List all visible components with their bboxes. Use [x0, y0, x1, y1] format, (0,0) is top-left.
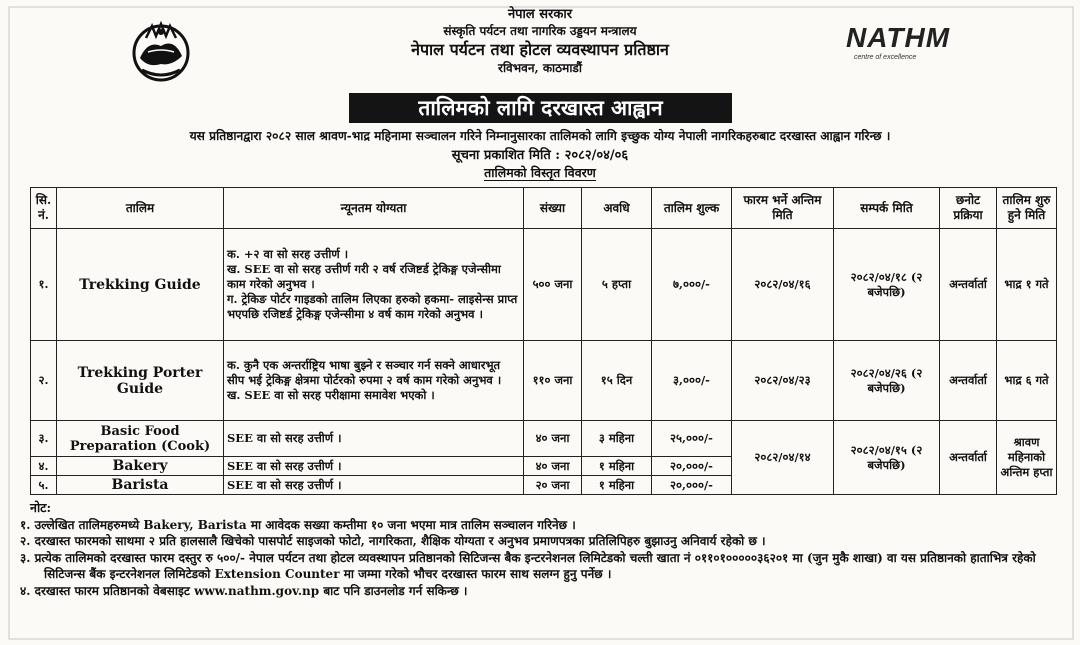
row-start: भाद्र ६ गते	[997, 341, 1057, 421]
header-deadline: फारम भर्ने अन्तिम मिति	[732, 188, 834, 229]
header-sn: सि. नं.	[31, 188, 57, 229]
note-item: ३. प्रत्येक तालिमको दरखास्त फारम दस्तुर रु ५००/- नेपाल पर्यटन तथा होटल व्यवस्थापन प्रतिष्ठानको सिटिजन्स बैक इन्टरनेशनल लिमिटेडको चल्ती खाता नं ०११०१०००००३६२०१ मा (जुन मुकै शाखा) वा यस प्रतिष्ठानको हाताभित्र रहेको सिटिजन्स बैंक इन्टरनेशनल लिमिटेडको Extension Counter मा जम्मा गरेको भौचर दरखास्त फारम साथ सलग्न हुनु पर्नेछ ।	[20, 550, 1036, 581]
note-item: १. उल्लेखित तालिमहरुमध्ये Bakery, Barista मा आवेदक सख्या कम्तीमा १० जना भएमा मात्र तालिम सञ्चालन गरिनेछ ।	[20, 517, 576, 532]
logo-tagline: centre of excellence	[854, 54, 917, 61]
table-row	[31, 229, 1057, 341]
group-start: श्रावण महिनाको अन्तिम हप्ता	[997, 421, 1057, 495]
row-duration: १५ दिन	[582, 341, 652, 421]
row-selection: अन्तर्वार्ता	[940, 229, 997, 341]
notice-title: तालिमको लागि दरखास्त आह्वान	[349, 93, 732, 123]
table-row	[31, 421, 1057, 457]
row-sn: १.	[31, 229, 57, 341]
publish-date: सूचना प्रकाशित मिति : २०८२/०४/०६	[451, 148, 629, 163]
row-fee: २५,०००/-	[652, 421, 732, 457]
table-caption-text: तालिमको विस्तृत विवरण	[484, 165, 596, 180]
group-selection: अन्तर्वार्ता	[940, 421, 997, 495]
row-count: २० जना	[524, 476, 582, 495]
row-fee: २०,०००/-	[652, 476, 732, 495]
row-sn: २.	[31, 341, 57, 421]
row-qualification	[224, 229, 524, 341]
notes-section	[10, 500, 1072, 599]
institute-address: रविभवन, काठमाडौं	[498, 61, 582, 75]
logo-text: NATHM	[846, 22, 951, 53]
header-duration: अवधि	[582, 188, 652, 229]
row-sn: ४.	[31, 457, 57, 476]
intro-paragraph: यस प्रतिष्ठानद्वारा २०८२ साल श्रावण-भाद्र महिनामा सञ्चालन गरिने निम्नानुसारका तालिमको लागि इच्छुक योग्य नेपाली नागरिकहरुबाट दरखास्त आह्वान गरिन्छ ।	[189, 129, 891, 143]
row-count: ४० जना	[524, 457, 582, 476]
header-fee: तालिम शुल्क	[652, 188, 732, 229]
row-duration: १ महिना	[582, 457, 652, 476]
header-qualification: न्यूनतम योग्यता	[224, 188, 524, 229]
row-training: Bakery	[57, 457, 224, 476]
row-count: ११० जना	[524, 341, 582, 421]
row-qualification-text: क. कुनै एक अन्तर्राष्ट्रिय भाषा बुझ्ने र सञ्चार गर्न सक्ने आधारभूत सीप भई ट्रेकिङ्ग क्षेत्रमा पोर्टरको रुपमा २ वर्ष काम गरेको अनुभव । ख. SEE वा सो सरह परीक्षामा समावेश भएको ।	[227, 358, 502, 402]
row-qualification-text: क. +२ वा सो सरह उत्तीर्ण । ख. SEE वा सो सरह उत्तीर्ण गरी २ वर्ष रजिष्टर्ड ट्रेकिङ्ग एजेन्सीमा काम गरेको अनुभव । ग. ट्रेकिङ पोर्टर गाइडको तालिम लिएका हरुको हकमा- लाइसेन्स प्राप्त भएपछि रजिष्टर्ड ट्रेकिङ्ग एजेन्सीमा ४ वर्ष काम गरेको अनुभव ।	[227, 247, 518, 321]
header-count: संख्या	[524, 188, 582, 229]
row-duration: १ महिना	[582, 476, 652, 495]
row-training: Trekking Guide	[57, 229, 224, 341]
training-table	[30, 187, 1057, 495]
row-deadline: २०८२/०४/१६	[732, 229, 834, 341]
row-training: Trekking Porter Guide	[57, 341, 224, 421]
row-selection: अन्तर्वार्ता	[940, 341, 997, 421]
ministry-name: संस्कृति पर्यटन तथा नागरिक उड्डयन मन्त्रालय	[443, 24, 637, 38]
letterhead	[0, 6, 1080, 76]
row-sn: ५.	[31, 476, 57, 495]
group-contact: २०८२/०४/१५ (२ बजेपछि)	[834, 421, 940, 495]
header-training: तालिम	[57, 188, 224, 229]
institute-name: नेपाल पर्यटन तथा होटल व्यवस्थापन प्रतिष्ठान	[411, 40, 669, 59]
header-selection: छनोट प्रक्रिया	[940, 188, 997, 229]
row-duration: ५ हप्ता	[582, 229, 652, 341]
row-contact: २०८२/०४/१८ (२ बजेपछि)	[834, 229, 940, 341]
group-deadline: २०८२/०४/१४	[732, 421, 834, 495]
row-fee: ३,०००/-	[652, 341, 732, 421]
row-fee: २०,०००/-	[652, 457, 732, 476]
note-item: ४. दरखास्त फारम प्रतिष्ठानको वेबसाइट www.nathm.gov.np बाट पनि डाउनलोड गर्न सकिन्छ ।	[20, 583, 468, 598]
row-fee: ७,०००/-	[652, 229, 732, 341]
table-header-row	[31, 188, 1057, 229]
row-count: ४० जना	[524, 421, 582, 457]
row-qualification: SEE वा सो सरह उत्तीर्ण ।	[224, 421, 524, 457]
government-name: नेपाल सरकार	[507, 7, 573, 22]
row-sn: ३.	[31, 421, 57, 457]
header-contact: सम्पर्क मिति	[834, 188, 940, 229]
row-training: Basic Food Preparation (Cook)	[57, 421, 224, 457]
row-qualification: SEE वा सो सरह उत्तीर्ण ।	[224, 476, 524, 495]
row-qualification: SEE वा सो सरह उत्तीर्ण ।	[224, 457, 524, 476]
row-count: ५०० जना	[524, 229, 582, 341]
header-start: तालिम शुरु हुने मिति	[997, 188, 1057, 229]
row-start: भाद्र १ गते	[997, 229, 1057, 341]
row-deadline: २०८२/०४/२३	[732, 341, 834, 421]
note-item: २. दरखास्त फारमको साथमा २ प्रति हालसालै खिचेको पासपोर्ट साइजको फोटो, नागरिकता, शैक्षिक योग्यता र अनुभव प्रमाणपत्रका प्रतिलिपिहरु बुझाउनु अनिवार्य रहेको छ ।	[20, 534, 766, 548]
notes-heading: नोट:	[30, 500, 52, 515]
row-duration: ३ महिना	[582, 421, 652, 457]
row-training: Barista	[57, 476, 224, 495]
row-contact: २०८२/०४/२६ (२ बजेपछि)	[834, 341, 940, 421]
table-caption	[0, 164, 1080, 181]
row-qualification	[224, 341, 524, 421]
table-row	[31, 341, 1057, 421]
